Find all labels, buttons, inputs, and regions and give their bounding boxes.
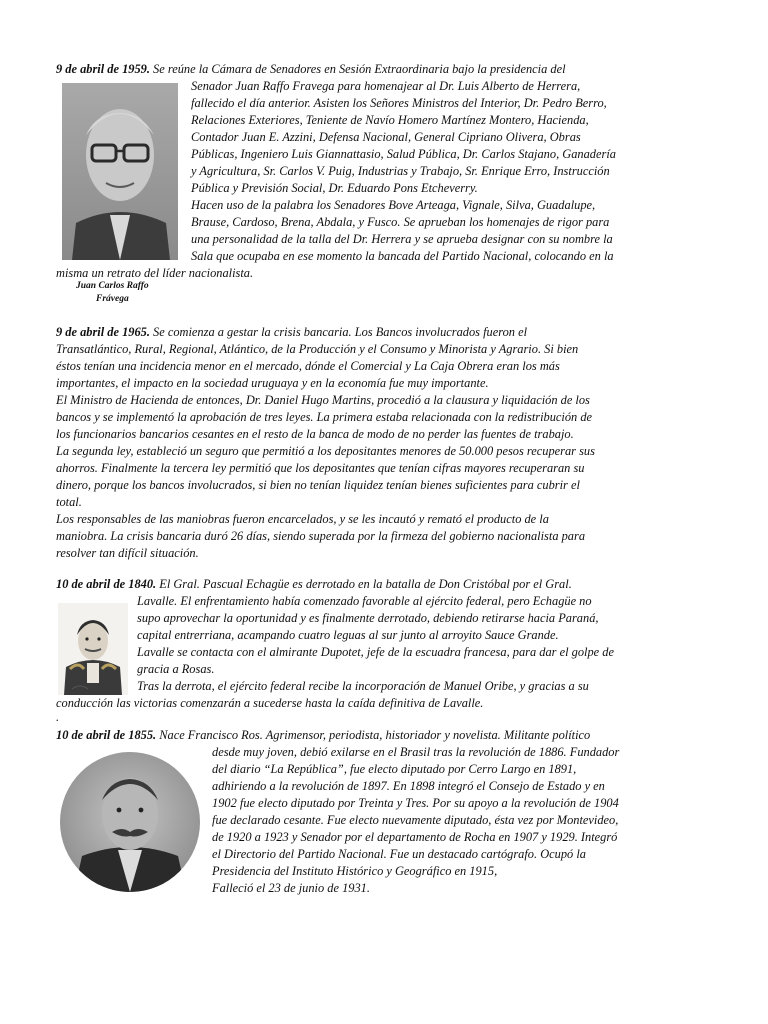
entry-date: 10 de abril de 1855.: [56, 728, 157, 742]
entry-text-line: 1902 fue electo diputado por Treinta y Tres. Por su apoyo a la revolución de 1904: [212, 796, 619, 810]
entry-text-line: Falleció el 23 de junio de 1931.: [212, 881, 370, 895]
entry-text-line: Transatlántico, Rural, Regional, Atlántico, de la Producción y el Consumo y Minorista y Agrario. Si bien: [56, 342, 579, 356]
entry-text-line: resolver tan difícil situación.: [56, 546, 199, 560]
portrait-juan-carlos-raffo-fravega: [62, 83, 178, 260]
entry-text-line: gracia a Rosas.: [137, 662, 215, 676]
entry-text-line: misma un retrato del líder nacionalista.: [56, 266, 254, 280]
entry-text-line: .: [56, 710, 60, 724]
entry-text-line: Contador Juan E. Azzini, Defensa Nacional, General Cipriano Olivera, Obras: [191, 130, 581, 144]
entry-text-line: La segunda ley, estableció un seguro que permitió a los depositantes menores de 50.000 pesos recuperar sus: [56, 444, 595, 458]
entry-text-line: del diario “La República”, fue electo diputado por Cerro Largo en 1891,: [212, 762, 577, 776]
entry-text-line: Se comienza a gestar la crisis bancaria. Los Bancos involucrados fueron el: [149, 325, 528, 339]
entry-text-line: de 1920 a 1923 y Senador por el departamento de Rocha en 1907 y 1929. Integró: [212, 830, 618, 844]
entry-text-line: Presidencia del Instituto Histórico y Geográfico en 1915,: [212, 864, 498, 878]
entry-text-line: Lavalle se contacta con el almirante Dupotet, jefe de la escuadra francesa, para dar el golpe de: [137, 645, 614, 659]
entry-text-line: éstos tenían una incidencia menor en el mercado, dónde el Comercial y La Caja Obrera eran los más: [56, 359, 560, 373]
entry-text-line: los funcionarios bancarios cesantes en el resto de la banca de modo de no perder las fuentes de trabajo.: [56, 427, 574, 441]
entry-text-line: y Agricultura, Sr. Carlos V. Puig, Industrias y Trabajo, Sr. Enrique Erro, Instrucción: [191, 164, 610, 178]
photo-caption: Juan Carlos Raffo: [76, 281, 149, 291]
entry-text-line: el Directorio del Partido Nacional. Fue un destacado cartógrafo. Ocupó la: [212, 847, 586, 861]
entry-text-line: dinero, porque los bancos involucrados, si bien no tenían liquidez tenían bienes suficientes para cubrir el: [56, 478, 580, 492]
entry-date: 9 de abril de 1959.: [56, 62, 150, 76]
entry-text-line: total.: [56, 495, 82, 509]
entry-text-line: Hacen uso de la palabra los Senadores Bove Arteaga, Vignale, Silva, Guadalupe,: [191, 198, 596, 212]
entry-text-line: capital entrerriana, acampando cuatro leguas al sur junto al arroyito Sauce Grande.: [137, 628, 559, 642]
entry-text-line: adhiriendo a la revolución de 1897. En 1898 integró el Consejo de Estado y en: [212, 779, 605, 793]
entry-date: 10 de abril de 1840.: [56, 577, 157, 591]
entry-text-line: Nace Francisco Ros. Agrimensor, periodista, historiador y novelista. Militante político: [156, 728, 591, 742]
entry-text-line: bancos y se implementó la aprobación de tres leyes. La primera estaba relacionada con la redistribución de: [56, 410, 593, 424]
entry-text-line: importantes, el impacto en la sociedad uruguaya y en la economía fue muy importante.: [56, 376, 489, 390]
entry-text-line: fallecido el día anterior. Asisten los Señores Ministros del Interior, Dr. Pedro Berro,: [191, 96, 607, 110]
entry-text-line: ahorros. Finalmente la tercera ley permitió que los depositantes que tenían cifras mayores recuperaran su: [56, 461, 585, 475]
entry-text-line: Se reúne la Cámara de Senadores en Sesión Extraordinaria bajo la presidencia del: [149, 62, 566, 76]
entry-text-line: conducción las victorias comenzarán a sucederse hasta la caída definitiva de Lavalle.: [56, 696, 484, 710]
entry-text-line: Relaciones Exteriores, Teniente de Navío Homero Martínez Montero, Hacienda,: [191, 113, 589, 127]
entry-text-line: Brause, Cardoso, Brena, Abdala, y Fusco. Se aprueban los homenajes de rigor para: [191, 215, 610, 229]
entry-text-line: El Gral. Pascual Echagüe es derrotado en la batalla de Don Cristóbal por el Gral.: [156, 577, 572, 591]
entry-text-line: Lavalle. El enfrentamiento había comenzado favorable al ejército federal, pero Echagüe no: [137, 594, 592, 608]
portrait-francisco-ros: [60, 752, 200, 892]
entry-text-line: maniobra. La crisis bancaria duró 26 días, siendo superada por la firmeza del gobierno nacionalista para: [56, 529, 586, 543]
entry-text-line: supo aprovechar la oportunidad y es finalmente derrotado, debiendo retirarse hacia Paraná,: [137, 611, 599, 625]
portrait-pascual-echague: [58, 603, 128, 695]
entry-date: 9 de abril de 1965.: [56, 325, 150, 339]
entry-text-line: desde muy joven, debió exilarse en el Brasil tras la revolución de 1886. Fundador: [212, 745, 620, 759]
entry-text-line: Senador Juan Raffo Fravega para homenajear al Dr. Luis Alberto de Herrera,: [191, 79, 581, 93]
entry-text-line: Sala que ocupaba en ese momento la bancada del Partido Nacional, colocando en la: [191, 249, 614, 263]
entry-text-line: una personalidad de la talla del Dr. Herrera y se aprueba designar con su nombre la: [191, 232, 613, 246]
entry-text-line: El Ministro de Hacienda de entonces, Dr. Daniel Hugo Martins, procedió a la clausura y liquidación de los: [56, 393, 590, 407]
photo-caption: Frávega: [96, 294, 129, 304]
entry-text-line: fue declarado cesante. Fue electo nuevamente diputado, ésta vez por Montevideo,: [212, 813, 619, 827]
entry-text-line: Los responsables de las maniobras fueron encarcelados, y se les incautó y remató el producto de la: [56, 512, 549, 526]
entry-text-line: Tras la derrota, el ejército federal recibe la incorporación de Manuel Oribe, y gracias a su: [137, 679, 589, 693]
entry-text-line: Públicas, Ingeniero Luis Giannattasio, Salud Pública, Dr. Carlos Stajano, Ganadería: [191, 147, 616, 161]
entry-text-line: Pública y Previsión Social, Dr. Eduardo Pons Etcheverry.: [191, 181, 478, 195]
